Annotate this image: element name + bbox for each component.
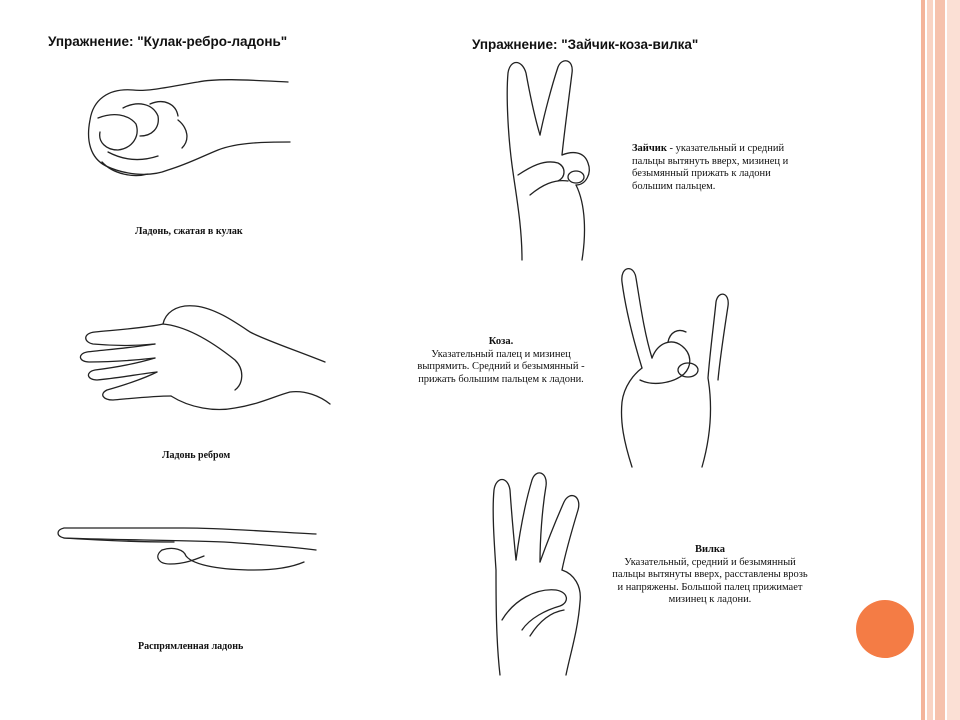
goat-text-line: Указательный палец и мизинец [431, 348, 571, 360]
decorative-circle [856, 600, 914, 658]
goat-description [392, 336, 610, 386]
fork-text-line: и напряжены. Большой палец прижимает [617, 581, 803, 593]
border-stripe [927, 0, 933, 720]
edge-caption: Ладонь ребром [162, 450, 231, 461]
border-stripe [921, 0, 925, 720]
border-stripe [935, 0, 945, 720]
fork-description [590, 544, 830, 607]
bunny-description [632, 143, 822, 193]
flat-caption: Распрямленная ладонь [138, 641, 244, 652]
bunny-text-line: безымянный прижать к ладони [632, 168, 771, 179]
edge-hand-image [75, 300, 335, 420]
bunny-text-line: большим пальцем. [632, 180, 716, 192]
fork-text-line: Указательный, средний и безымянный [624, 556, 796, 568]
goat-hand-image [612, 262, 732, 472]
bunny-text-line: - указательный и средний [666, 143, 785, 154]
fist-caption: Ладонь, сжатая в кулак [135, 226, 243, 237]
bunny-text-line: пальцы вытянуть вверх, мизинец и [632, 155, 789, 167]
goat-name: Коза. [488, 336, 514, 347]
right-exercise-title: Упражнение: "Зайчик-коза-вилка" [472, 37, 699, 52]
fist-hand-image [78, 70, 298, 190]
fork-text-line: пальцы вытянуты вверх, расставлены врозь [612, 569, 808, 580]
goat-text-line: выпрямить. Средний и безымянный - [417, 361, 585, 372]
fork-text-line: мизинец к ладони. [668, 594, 752, 605]
bunny-name: Зайчик [632, 143, 667, 154]
fork-name: Вилка [694, 544, 726, 555]
border-stripe [947, 0, 960, 720]
left-exercise-title: Упражнение: "Кулак-ребро-ладонь" [48, 34, 288, 49]
goat-text-line: прижать большим пальцем к ладони. [418, 373, 584, 385]
bunny-hand-image [500, 55, 610, 265]
fork-hand-image [490, 470, 600, 680]
flat-hand-image [54, 520, 324, 585]
